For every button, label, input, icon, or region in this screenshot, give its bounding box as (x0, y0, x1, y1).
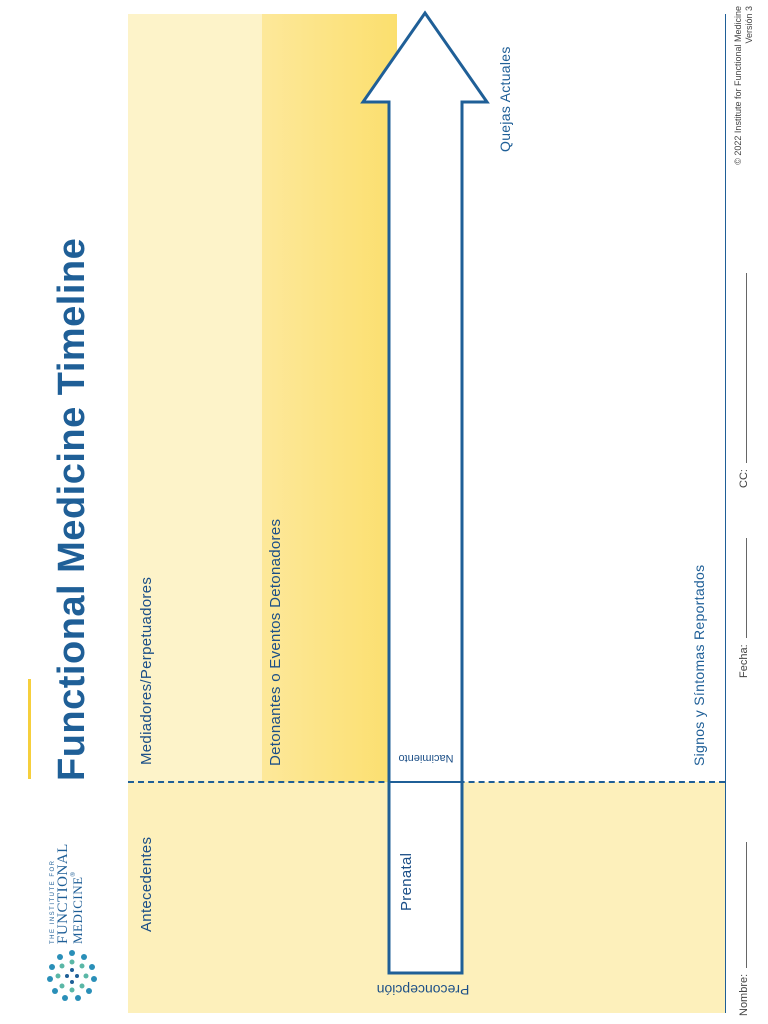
title-accent-bar (28, 679, 31, 779)
date-label: Fecha: (738, 644, 750, 678)
page-title: Functional Medicine Timeline (51, 237, 93, 781)
timeline-right-border (725, 14, 726, 1013)
copyright-text (733, 6, 756, 196)
timeline-arrow (355, 10, 495, 975)
logo-text (50, 843, 84, 944)
mediators-heading: Mediadores/Perpetuadores (138, 576, 155, 765)
current-complaints-heading: Quejas Actuales (497, 46, 513, 152)
date-field[interactable] (738, 538, 750, 678)
ifm-logo-icon (44, 948, 100, 1004)
preconception-label: Preconcepción (376, 982, 470, 998)
signs-symptoms-heading: Signos y Síntomas Reportados (691, 564, 707, 766)
name-field[interactable] (738, 842, 750, 1016)
prenatal-label: Prenatal (398, 852, 415, 911)
antecedents-heading: Antecedentes (138, 836, 155, 932)
prenatal-divider (389, 781, 462, 783)
version-line: Versión 3 (744, 6, 755, 44)
logo-line3: MEDICINE (70, 876, 85, 944)
birth-label: Nacimiento (398, 752, 454, 764)
cc-label: CC: (738, 469, 750, 488)
cc-field[interactable] (738, 273, 750, 488)
triggers-heading: Detonantes o Eventos Detonadores (267, 518, 284, 766)
logo-mark: ® (71, 872, 77, 877)
logo-line1: THE INSTITUTE FOR (50, 859, 56, 944)
name-label: Nombre: (738, 973, 750, 1016)
copyright-line: © 2022 Institute for Functional Medicine (733, 6, 743, 165)
logo-line2: FUNCTIONAL (55, 843, 71, 944)
